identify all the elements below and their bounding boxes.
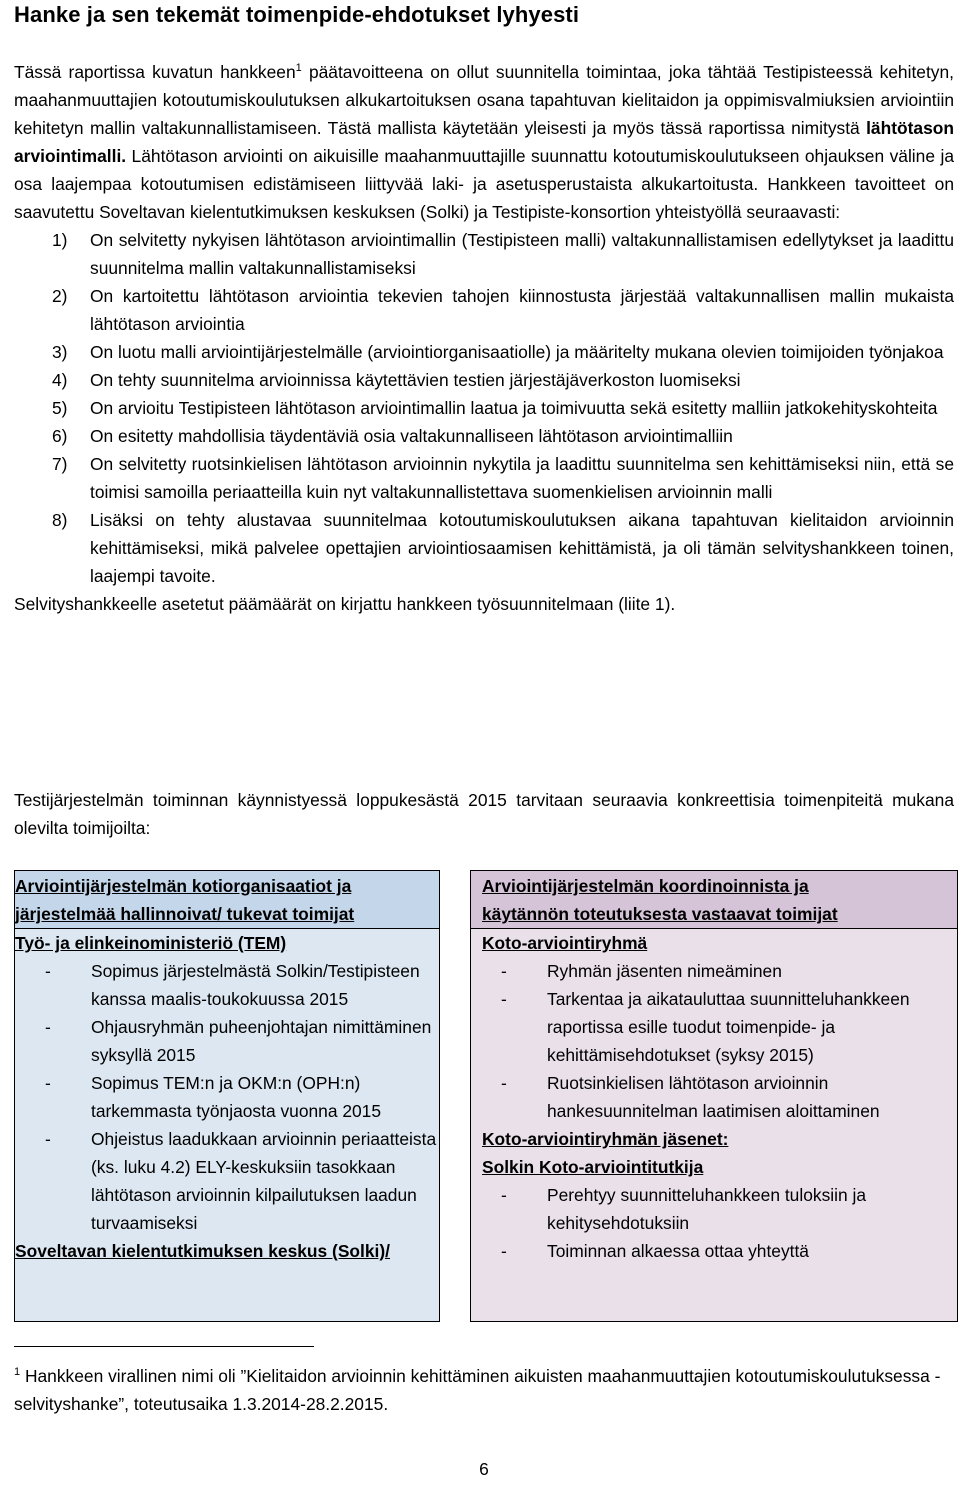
list-item — [15, 957, 439, 1013]
goal-number: 4) — [52, 370, 68, 390]
task-text: Ohjausryhmän puheenjohtajan nimittäminen syksyllä 2015 — [91, 1017, 432, 1065]
list-item — [15, 1069, 439, 1125]
goal-number: 3) — [52, 342, 68, 362]
summary-paragraph: Selvityshankkeelle asetetut päämäärät on kirjattu hankkeen työsuunnitelmaan (liite 1). — [14, 594, 676, 614]
list-item — [471, 1181, 957, 1237]
intro-paragraph — [14, 58, 954, 226]
right-column-header — [471, 871, 957, 929]
dash-bullet: - — [45, 1073, 51, 1093]
goals-list — [14, 226, 954, 590]
list-item — [471, 985, 957, 1069]
goal-item — [14, 282, 954, 338]
goal-number: 7) — [52, 454, 68, 474]
left-column-header — [15, 871, 439, 929]
bold-term: lähtötason arviointimalli. — [14, 118, 954, 166]
task-text: Ryhmän jäsenten nimeäminen — [547, 961, 782, 981]
dash-bullet: - — [501, 989, 507, 1009]
page-number: 6 — [479, 1459, 489, 1479]
goal-text: On tehty suunnitelma arvioinnissa käytettävien testien järjestäjäverkoston luomiseksi — [90, 370, 741, 390]
footnote-ref[interactable]: 1 — [295, 62, 302, 75]
left-header-line2: järjestelmää hallinnoivat/ tukevat toimijat — [15, 904, 355, 924]
footnote-divider — [14, 1346, 314, 1347]
intro-part2: päätavoitteena on ollut suunnitella toimintaa, joka tähtää Testipisteessä kehitetyn, maahanmuuttajien kotoutumiskoulutuksen alkukartoituksen osana tapahtuvan kielitaidon ja oppimisvalmiuksien arviointiin kehitetyn mallin valtakunnallistamiseen. Tästä mallista käytetään yleisesti ja myös tässä raportissa nimitystä — [14, 62, 955, 138]
page-heading: Hanke ja sen tekemät toimenpide-ehdotukset lyhyesti — [14, 2, 580, 27]
footnote — [14, 1362, 954, 1418]
goal-text: On luotu malli arviointijärjestelmälle (arviointiorganisaatiolle) ja määritelty mukana olevien toimijoiden työnjakoa — [90, 342, 944, 362]
org-solki: Soveltavan kielentutkimuksen keskus (Solki)/ — [15, 1241, 391, 1261]
goal-text: On arvioitu Testipisteen lähtötason arviointimallin laatua ja toimivuutta sekä esitetty malliin jatkokehityskohteita — [90, 398, 938, 418]
goal-item — [14, 422, 954, 450]
goal-text: Lisäksi on tehty alustavaa suunnitelmaa kotoutumiskoulutuksen aikana tapahtuvan kielitaidon arvioinnin kehittämiseksi, mikä palvelee opettajien arviointiosaamisen kehittämistä, ja oli tämän selvityshankkeen toinen, laajempi tavoite. — [90, 510, 954, 586]
goal-text: On selvitetty nykyisen lähtötason arviointimallin (Testipisteen malli) valtakunnallistamisen edellytykset ja laadittu suunnitelma mallin valtakunnallistamiseksi — [90, 230, 954, 278]
task-text: Ruotsinkielisen lähtötason arvioinnin hankesuunnitelman laatimisen aloittaminen — [547, 1073, 880, 1121]
right-column-box — [470, 870, 958, 1322]
group-researcher: Solkin Koto-arviointitutkija — [482, 1157, 704, 1177]
group-koto: Koto-arviointiryhmä — [482, 933, 648, 953]
footnote-marker: 1 — [14, 1366, 21, 1379]
goal-item — [14, 394, 954, 422]
intro-part3: Lähtötason arviointi on aikuisille maahanmuuttajille suunnattu kotoutumiskoulutukseen ohjauksen väline ja osa laajempaa kotoutumisen edistämiseen liittyvää laki- ja asetusperustaista alkukartoitusta. Hankkeen tavoitteet on saavutettu Soveltavan kielentutkimuksen keskuksen (Solki) ja Testipiste-konsortion yhteistyöllä seuraavasti: — [14, 146, 954, 222]
dash-bullet: - — [501, 1185, 507, 1205]
task-text: Tarkentaa ja aikatauluttaa suunnitteluhankkeen raportissa esille tuodut toimenpide- ja kehittämisehdotukset (syksy 2015) — [547, 989, 910, 1065]
list-item — [471, 1069, 957, 1125]
koto-task-list — [471, 957, 957, 1125]
dash-bullet: - — [501, 1073, 507, 1093]
dash-bullet: - — [45, 961, 51, 981]
task-text: Sopimus järjestelmästä Solkin/Testipisteen kanssa maalis-toukokuussa 2015 — [91, 961, 420, 1009]
org-tem: Työ- ja elinkeinoministeriö (TEM) — [15, 933, 287, 953]
list-item — [471, 1237, 957, 1265]
task-text: Toiminnan alkaessa ottaa yhteyttä — [547, 1241, 809, 1261]
goal-item — [14, 450, 954, 506]
right-header-line2: käytännön toteutuksesta vastaavat toimijat — [482, 904, 838, 924]
task-text: Sopimus TEM:n ja OKM:n (OPH:n) tarkemmasta työnjaosta vuonna 2015 — [91, 1073, 382, 1121]
group-members: Koto-arviointiryhmän jäsenet: — [482, 1129, 729, 1149]
intro-part1: Tässä raportissa kuvatun hankkeen — [14, 62, 296, 82]
goal-text: On selvitetty ruotsinkielisen lähtötason arvioinnin nykytila ja laadittu suunnitelma sen kehittämiseksi niin, että se toimisi samoilla periaatteilla kuin nyt valtakunnallistettava suomenkielisen arvioinnin malli — [90, 454, 954, 502]
left-column-box — [14, 870, 440, 1322]
tem-task-list — [15, 957, 439, 1237]
task-text: Perehtyy suunnitteluhankkeen tuloksiin ja kehitysehdotuksiin — [547, 1185, 867, 1233]
goal-text: On esitetty mahdollisia täydentäviä osia valtakunnalliseen lähtötason arviointimalliin — [90, 426, 733, 446]
goal-number: 2) — [52, 286, 68, 306]
right-column-body — [471, 929, 957, 1265]
footnote-text: Hankkeen virallinen nimi oli ”Kielitaidon arvioinnin kehittäminen aikuisten maahanmuuttajien kotoutumiskoulutuksessa - selvityshanke”, toteutusaika 1.3.2014-28.2.2015. — [14, 1366, 941, 1414]
dash-bullet: - — [501, 961, 507, 981]
goal-number: 6) — [52, 426, 68, 446]
goal-item — [14, 226, 954, 282]
researcher-task-list — [471, 1181, 957, 1265]
list-item — [15, 1125, 439, 1237]
goal-number: 1) — [52, 230, 68, 250]
actions-paragraph: Testijärjestelmän toiminnan käynnistyessä loppukesästä 2015 tarvitaan seuraavia konkreettisia toimenpiteitä mukana olevilta toimijoilta: — [14, 790, 954, 838]
dash-bullet: - — [501, 1241, 507, 1261]
list-item — [471, 957, 957, 985]
dash-bullet: - — [45, 1017, 51, 1037]
goal-item — [14, 338, 954, 366]
goal-text: On kartoitettu lähtötason arviointia tekevien tahojen kiinnostusta järjestää valtakunnallisen mallin mukaista lähtötason arviointia — [90, 286, 954, 334]
left-column-body — [15, 929, 439, 1265]
left-header-line1: Arviointijärjestelmän kotiorganisaatiot ja — [15, 876, 352, 896]
goal-number: 8) — [52, 510, 68, 530]
goal-item — [14, 366, 954, 394]
task-text: Ohjeistus laadukkaan arvioinnin periaatteista (ks. luku 4.2) ELY-keskuksiin tasokkaan lähtötason arvioinnin kilpailutuksen laadun turvaamiseksi — [91, 1129, 437, 1233]
goal-number: 5) — [52, 398, 68, 418]
list-item — [15, 1013, 439, 1069]
main-text — [14, 58, 954, 618]
dash-bullet: - — [45, 1129, 51, 1149]
right-header-line1: Arviointijärjestelmän koordinoinnista ja — [482, 876, 809, 896]
goal-item — [14, 506, 954, 590]
actions-intro — [14, 786, 954, 842]
